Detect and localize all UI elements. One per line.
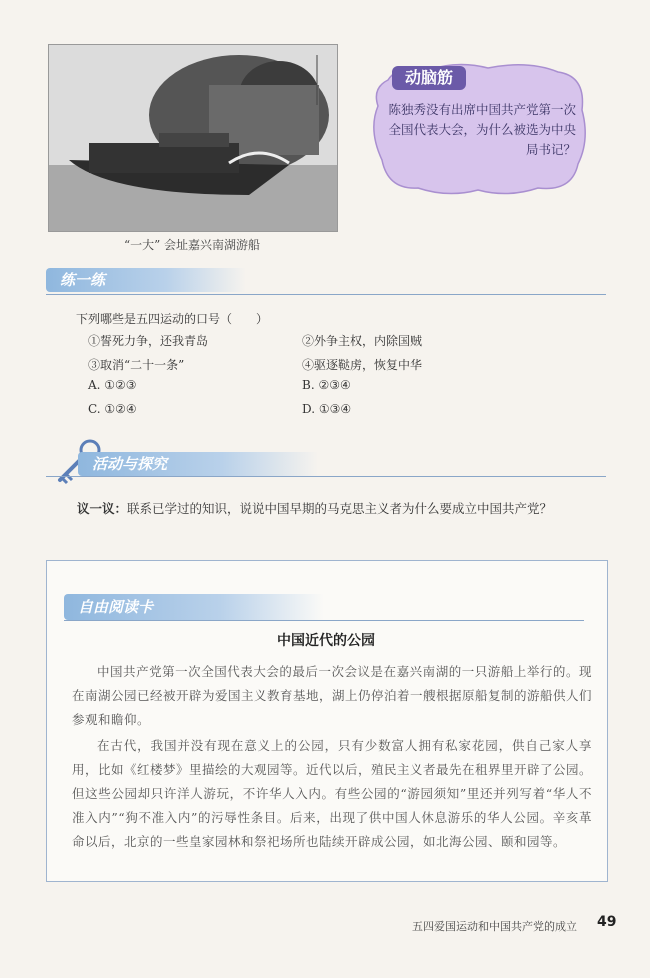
brainstorm-title: 动脑筋: [392, 66, 466, 90]
choice-a: A. ①②③: [88, 378, 137, 392]
page-number: 49: [597, 914, 617, 930]
reading-paragraph-1: 中国共产党第一次全国代表大会的最后一次会议是在嘉兴南湖的一只游船上举行的。现在南湖公园已经被开辟为爱国主义教育基地，湖上仍停泊着一艘根据原船复制的游船供人们参观和瞻仰。: [72, 664, 593, 727]
option-1: ①誓死力争，还我青岛: [88, 334, 209, 348]
choice-c: C. ①②④: [88, 402, 137, 416]
activity-body: 联系已学过的知识，说说中国早期的马克思主义者为什么要成立中国共产党？: [127, 501, 553, 516]
activity-heading: 活动与探究: [92, 455, 168, 473]
reading-paragraph-2: 在古代，我国并没有现在意义上的公园，只有少数富人拥有私家花园，供自己家人享用，比如《红楼梦》里描绘的大观园等。近代以后，殖民主义者最先在租界里开辟了公园。但这些公园却只许洋人游玩，不许华人入内。有些公园的“游园须知”里还并列写着“华人不准入内”“狗不准入内”的污辱性条目。后来，出现了供中国人休息游乐的华人公园。辛亥革命以后，北京的一些皇家园林和祭祀场所也陆续开辟成公园，如北海公园、颐和园等。: [72, 738, 593, 849]
option-3: ③取消“二十一条”: [88, 358, 185, 372]
choice-b: B. ②③④: [302, 378, 351, 392]
option-2: ②外争主权，内除国贼: [302, 334, 423, 348]
boat-photo-drawing: [49, 45, 337, 231]
choice-d: D. ①③④: [302, 402, 352, 416]
activity-label: 议一议：: [77, 501, 128, 516]
reading-card-heading: 自由阅读卡: [78, 598, 154, 616]
reading-card-header: [64, 594, 324, 620]
option-4: ④驱逐鞑虏，恢复中华: [302, 358, 423, 372]
activity-header: [78, 452, 318, 476]
reading-card-title: 中国近代的公园: [277, 633, 375, 649]
activity-divider: [46, 476, 606, 477]
practice-heading: 练一练: [60, 271, 106, 289]
activity-text: [52, 496, 612, 522]
photo-caption: “一大” 会址嘉兴南湖游船: [123, 238, 261, 252]
practice-header: [46, 268, 246, 292]
boat-photo: [48, 44, 338, 232]
chapter-title: 五四爱国运动和中国共产党的成立: [412, 920, 577, 933]
brainstorm-text: 陈独秀没有出席中国共产党第一次全国代表大会，为什么被选为中央局书记？: [388, 102, 576, 157]
reading-card-divider: [64, 620, 584, 621]
practice-question: 下列哪些是五四运动的口号（ ）: [76, 312, 269, 326]
practice-divider: [46, 294, 606, 295]
